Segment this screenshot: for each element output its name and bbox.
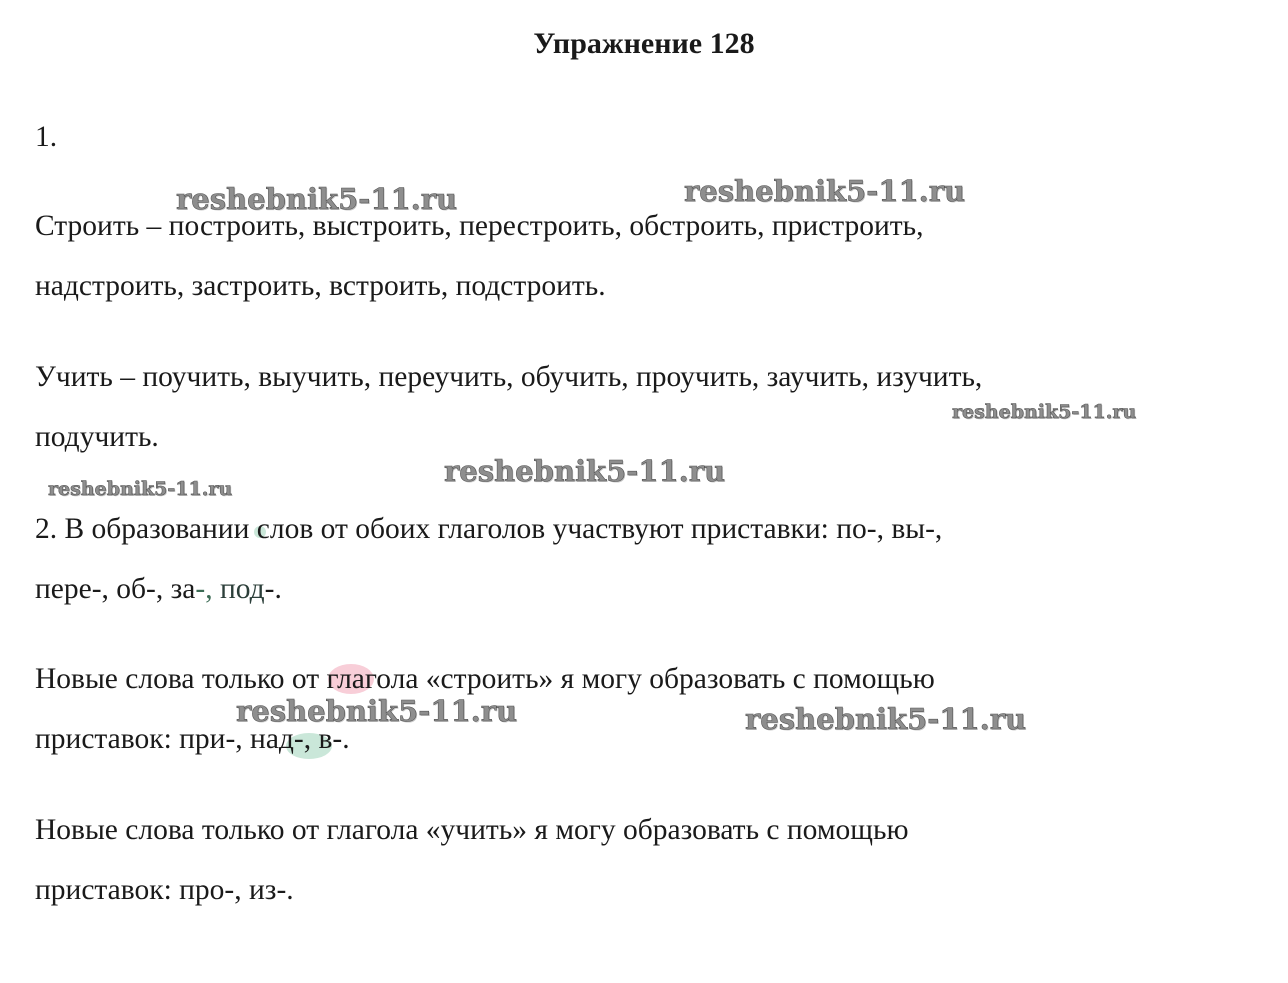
- learn-only-line-2: приставок: про-, из-.: [35, 874, 294, 906]
- common-prefixes-line-1: 2. В образовании слов от обоих глаголов участвуют приставки: по-, вы-,: [35, 513, 943, 545]
- section-1-number: 1.: [35, 121, 58, 153]
- learn-derivatives-line-1: Учить – поучить, выучить, переучить, обучить, проучить, заучить, изучить,: [35, 361, 983, 393]
- learn-only-line-1: Новые слова только от глагола «учить» я могу образовать с помощью: [35, 814, 909, 846]
- watermark: reshebnik5-11.ru: [952, 401, 1137, 423]
- watermark: reshebnik5-11.ru: [236, 694, 518, 728]
- prefix-dash: -,: [195, 573, 213, 605]
- prefix-space: [213, 573, 220, 605]
- prefix-pod: под: [219, 573, 265, 605]
- watermark: reshebnik5-11.ru: [176, 182, 458, 216]
- prefixes-text: пере-, об-, за: [35, 573, 196, 605]
- build-only-line-2: приставок: при-, над-, в-.: [35, 723, 350, 755]
- common-prefixes-line-2: [35, 570, 282, 608]
- build-derivatives-line-2: надстроить, застроить, встроить, подстроить.: [35, 270, 606, 302]
- exercise-title: Упражнение 128: [533, 27, 755, 60]
- watermark: reshebnik5-11.ru: [684, 174, 966, 208]
- watermark: reshebnik5-11.ru: [48, 478, 233, 500]
- build-only-line-1: Новые слова только от глагола «строить» я могу образовать с помощью: [35, 663, 935, 695]
- learn-derivatives-line-2: подучить.: [35, 421, 159, 453]
- watermark: reshebnik5-11.ru: [444, 454, 726, 488]
- prefix-end: -.: [264, 573, 282, 605]
- watermark: reshebnik5-11.ru: [745, 702, 1027, 736]
- build-derivatives-line-1: Строить – построить, выстроить, перестроить, обстроить, пристроить,: [35, 210, 924, 242]
